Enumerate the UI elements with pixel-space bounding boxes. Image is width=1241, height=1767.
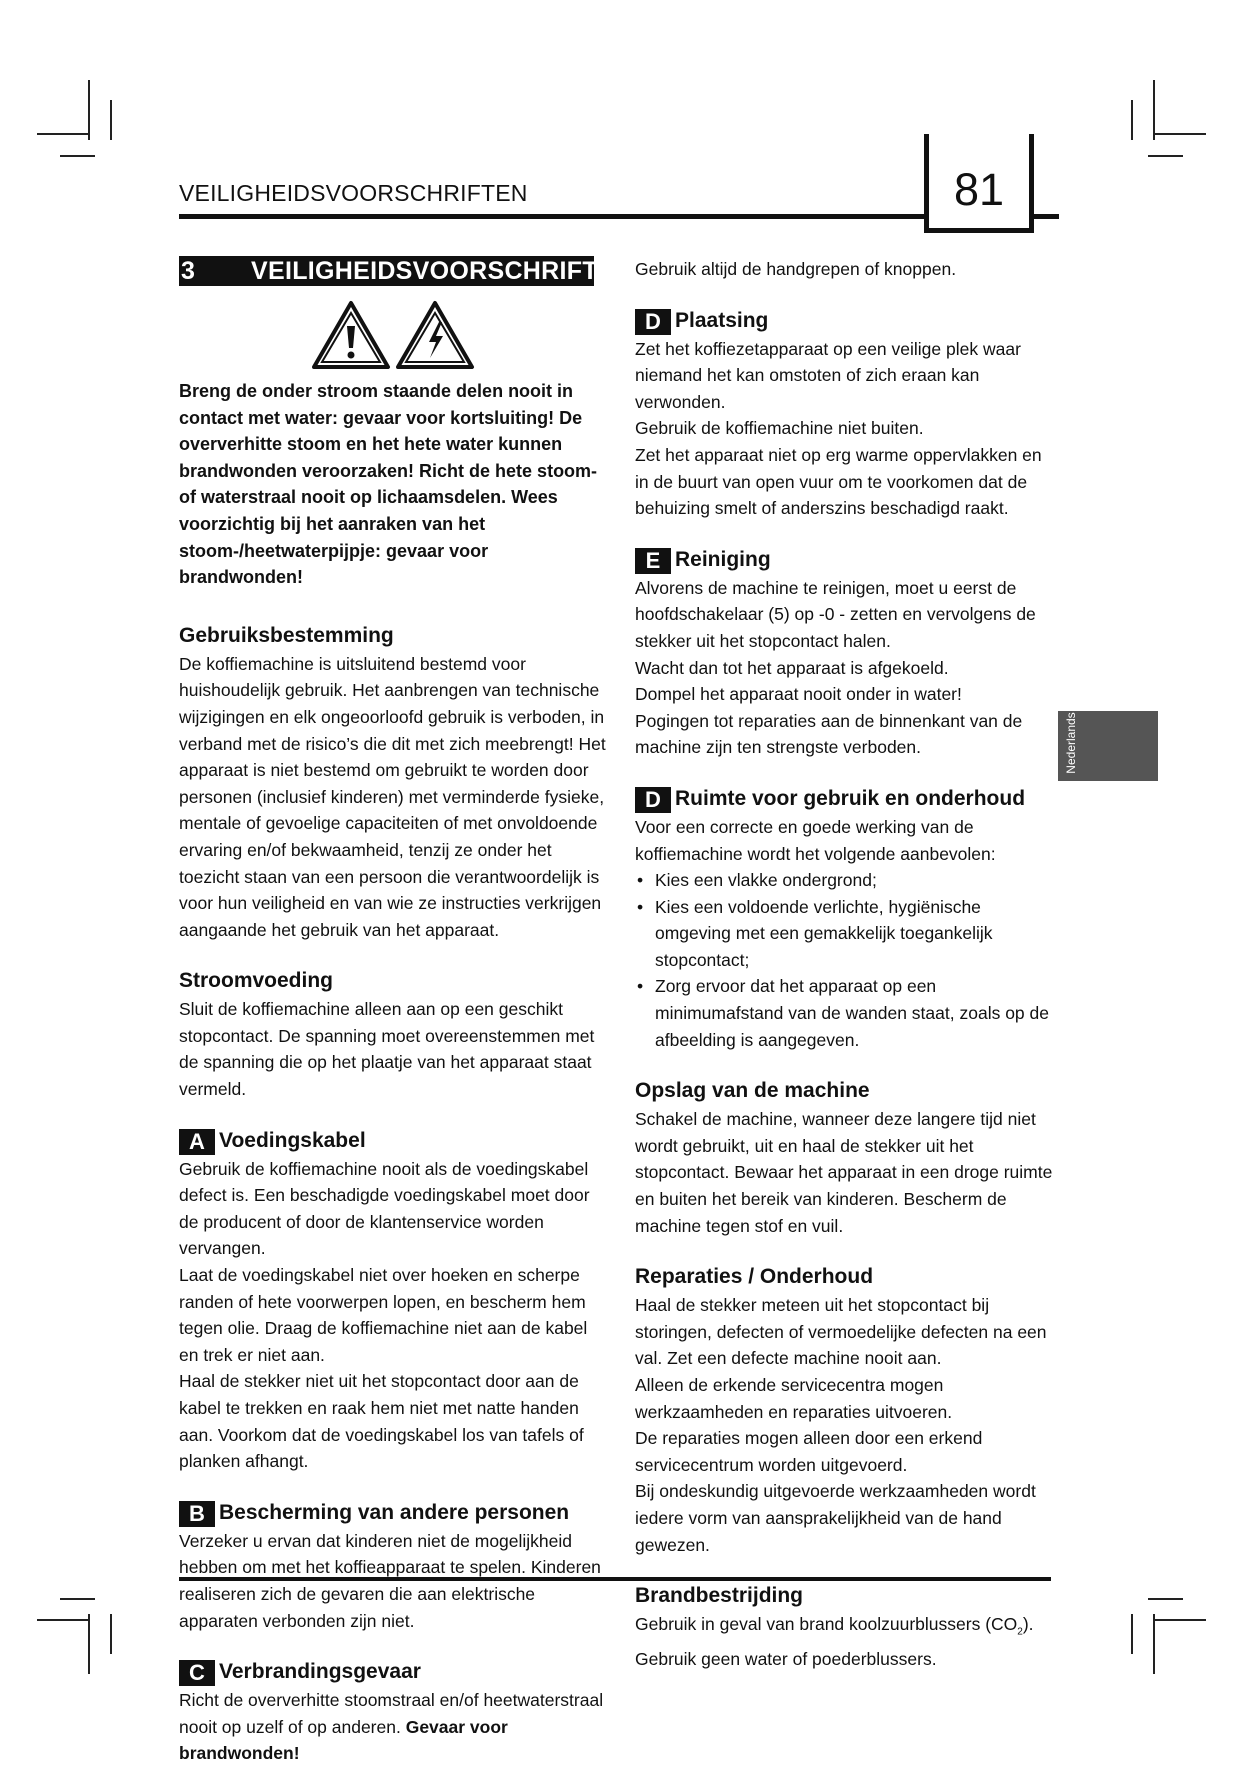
ruimte-intro: Voor een correcte en goede werking van de koffiemachine wordt het volgende aanbevolen: (635, 816, 996, 864)
brandbestrijding-text (635, 1611, 1055, 1673)
plaatsing-text-1: Zet het koffiezetapparaat op een veilige plek waar niemand het kan omstoten of zich eraan kan verwonden. (635, 338, 1021, 412)
plaatsing-text-2: Gebruik de koffiemachine niet buiten. (635, 418, 924, 439)
opslag-text: Schakel de machine, wanneer deze langere tijd niet wordt gebruikt, uit en haal de stekker uit het stopcontact. Bewaar het apparaat in een droge ruimte en buiten het bereik van kinderen. Bescherm de machine tegen stof en vuil. (635, 1109, 1053, 1236)
crop-mark (110, 100, 112, 140)
ruimte-list (635, 867, 1055, 1053)
right-column (635, 256, 1055, 1673)
electric-shock-warning-icon (395, 300, 475, 370)
verbrandingsgevaar-heading (179, 1657, 606, 1687)
voedingskabel-title: Voedingskabel (219, 1128, 366, 1152)
verbrandingsgevaar-bold: Gevaar voor brandwonden! (179, 1716, 508, 1764)
warning-text: Breng de onder stroom staande delen nooit in contact met water: gevaar voor kortsluiting! De oververhitte stoom en het hete water kunnen brandwonden veroorzaken! Richt de hete stoom- of waterstraal nooit op lichaamsdelen. Wees voorzichtig bij het aanraken van het stoom-/heetwaterpijpje: gevaar voor brandwonden! (179, 381, 598, 588)
crop-mark (1131, 100, 1133, 140)
verbrandingsgevaar-title: Verbrandingsgevaar (219, 1660, 421, 1684)
crop-mark (37, 1619, 89, 1621)
crop-mark (88, 1614, 90, 1674)
list-item: • Kies een voldoende verlichte, hygiënische omgeving met een gemakkelijk toegankelijk stopcontact; (635, 894, 1055, 974)
plaatsing-heading (635, 306, 1055, 336)
verbrandingsgevaar-body: Richt de oververhitte stoomstraal en/of heetwaterstraal nooit op uzelf of op anderen. (179, 1690, 604, 1737)
brandbestrijding-heading: Brandbestrijding (635, 1584, 804, 1608)
crop-mark (1148, 1598, 1183, 1600)
list-item: • Zorg ervoor dat het apparaat op een minimumafstand van de wanden staat, zoals op de afbeelding is aangegeven. (635, 973, 1055, 1053)
crop-mark (60, 1598, 95, 1600)
list-item: • Kies een vlakke ondergrond; (635, 867, 1055, 894)
voedingskabel-heading (179, 1126, 606, 1156)
plaatsing-text-3: Zet het apparaat niet op erg warme oppervlakken en in de buurt van open vuur om te voorkomen dat de behuizing smelt of anderszins beschadigd raakt. (635, 444, 1042, 519)
gebruiksbestemming-text: De koffiemachine is uitsluitend bestemd voor huishoudelijk gebruik. Het aanbrengen van technische wijzigingen en elk ongeoorloofd gebruik is verboden, in verband met de risico’s die dit met zich meebrengt! Het apparaat is niet bestemd om gebruikt te worden door personen (inclusief kinderen) met verminderde fysieke, mentale of gevoelige capaciteiten of met onvoldoende ervaring en/of bekwaamheid, tenzij ze onder het toezicht staan van een persoon die verantwoordelijk is voor hun veiligheid en van wie ze instructies verkrijgen aangaande het gebruik van het apparaat. (179, 653, 606, 940)
crop-mark (88, 80, 90, 140)
reiniging-title: Reiniging (675, 547, 771, 571)
warning-symbols (179, 300, 606, 370)
badge-b: B (179, 1501, 215, 1527)
general-warning-icon (311, 300, 391, 370)
reiniging-text-3: Dompel het apparaat nooit onder in water! (635, 684, 962, 705)
running-header-title: VEILIGHEIDSVOORSCHRIFTEN (179, 180, 528, 206)
handgrepen-text: Gebruik altijd de handgrepen of knoppen. (635, 259, 957, 279)
crop-mark (1154, 1619, 1206, 1621)
crop-mark (1153, 1614, 1155, 1674)
reparaties-text-4: Bij ondeskundig uitgevoerde werkzaamheden wordt iedere vorm van aansprakelijkheid van de hand gewezen. (635, 1481, 1036, 1555)
crop-mark (110, 1614, 112, 1654)
voedingskabel-text-3: Haal de stekker niet uit het stopcontact door aan de kabel te trekken en raak hem niet met natte handen aan. Voorkom dat de voedingskabel los van tafels of planken afhangt. (179, 1371, 584, 1472)
brandbestrijding-text-part2: ). Gebruik geen water of poederblussers. (635, 1614, 1034, 1670)
page-number: 81 (953, 164, 1005, 215)
bescherming-text: Verzeker u ervan dat kinderen niet de mogelijkheid hebben om met het koffieapparaat te spelen. Kinderen realiseren zich de gevaren die aan elektrische apparaten verbonden zijn niet. (179, 1530, 601, 1631)
crop-mark (1148, 155, 1183, 157)
badge-e: E (635, 548, 671, 574)
plaatsing-title: Plaatsing (675, 308, 769, 332)
section-number: 3 (181, 257, 195, 285)
language-tab-label: Nederlands (1064, 712, 1078, 774)
gebruiksbestemming-heading: Gebruiksbestemming (179, 623, 394, 647)
reiniging-text-1: Alvorens de machine te reinigen, moet u eerst de hoofdschakelaar (5) op -0 - zetten en vervolgens de stekker uit het stopcontact halen. (635, 577, 1036, 651)
crop-mark (60, 155, 95, 157)
voedingskabel-text-2: Laat de voedingskabel niet over hoeken en scherpe randen of hete voorwerpen lopen, en bescherm hem tegen olie. Draag de koffiemachine niet aan de kabel en trek er niet aan. (179, 1265, 588, 1365)
reiniging-text-2: Wacht dan tot het apparaat is afgekoeld. (635, 657, 949, 678)
crop-mark (1153, 80, 1155, 140)
stroomvoeding-heading: Stroomvoeding (179, 969, 334, 993)
crop-mark (1154, 133, 1206, 135)
co2-subscript: 2 (1017, 1626, 1023, 1638)
badge-a: A (179, 1129, 215, 1155)
reiniging-text-4: Pogingen tot reparaties aan de binnenkant van de machine zijn ten strengste verboden. (635, 710, 1023, 758)
brandbestrijding-text-part1: Gebruik in geval van brand koolzuurblussers (CO (635, 1614, 1018, 1635)
badge-c: C (179, 1660, 215, 1686)
footer-rule (179, 1577, 1051, 1581)
bescherming-heading (179, 1498, 606, 1528)
crop-mark (37, 133, 89, 135)
section-heading-bar (179, 256, 634, 286)
verbrandingsgevaar-text (179, 1687, 606, 1767)
badge-d: D (635, 309, 671, 335)
badge-d-2: D (635, 787, 671, 813)
reparaties-heading: Reparaties / Onderhoud (635, 1265, 874, 1289)
crop-mark (1131, 1614, 1133, 1654)
page-number-box (924, 134, 1034, 233)
section-title: VEILIGHEIDSVOORSCHRIFTEN (251, 257, 634, 285)
stroomvoeding-text: Sluit de koffiemachine alleen aan op een geschikt stopcontact. De spanning moet overeenstemmen met de spanning die op het plaatje van het apparaat staat vermeld. (179, 999, 595, 1100)
reiniging-heading (635, 545, 1055, 575)
voedingskabel-text-1: Gebruik de koffiemachine nooit als de voedingskabel defect is. Een beschadigde voedingskabel moet door de producent of door de klantenservice worden vervangen. (179, 1158, 590, 1259)
reparaties-text-1: Haal de stekker meteen uit het stopcontact bij storingen, defecten of vermoedelijke defecten na een val. Zet een defecte machine nooit aan. (635, 1295, 1047, 1369)
ruimte-heading (635, 784, 1055, 814)
language-tab-label-wrap (1058, 711, 1084, 781)
ruimte-title: Ruimte voor gebruik en onderhoud (675, 786, 1026, 810)
reparaties-text-2: Alleen de erkende servicecentra mogen werkzaamheden en reparaties uitvoeren. (635, 1375, 953, 1422)
bescherming-title: Bescherming van andere personen (219, 1500, 570, 1524)
reparaties-text-3: De reparaties mogen alleen door een erkend servicecentrum worden uitgevoerd. (635, 1428, 983, 1475)
left-column (179, 256, 634, 1767)
opslag-heading: Opslag van de machine (635, 1079, 870, 1103)
